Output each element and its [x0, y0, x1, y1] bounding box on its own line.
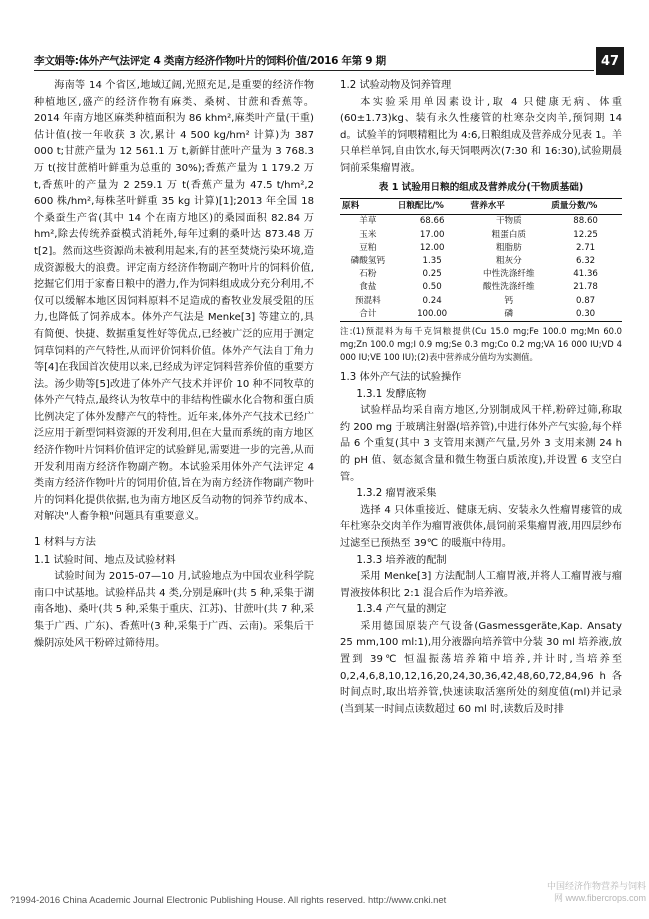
table-cell: 粗蛋白质 — [491, 229, 527, 240]
table-cell: 12.25 — [573, 229, 598, 240]
subsubsection-heading: 1.3.4 产气量的测定 — [356, 604, 447, 616]
table-cell: 磷酸氢钙 — [350, 255, 386, 266]
table-cell: 2.71 — [576, 242, 596, 253]
body-paragraph: 试验时间为 2015-07—10 月,试验地点为中国农业科学院南口中试基地。试验样品共 4 类,分别是麻叶(共 5 种,采集于湖南各地)、桑叶(共 5 种,采集于重庆、江苏)、甘蔗叶(共 7 种,采集于广西、广东)、香蕉叶(3 种,采集于广西、云南)。采集后干燥阴凉处风干粉碎过筛待用。 — [34, 571, 315, 649]
body-paragraph: 试验样品均采自南方地区,分别制成风干样,粉碎过筛,称取约 200 mg 于玻璃注射器(培养管),中进行体外产气实验,每个样品 6 个重复(其中 3 支管用来测产气量,另外 3 支用来测 24 h 的 pH 值、氨态氮含量和微生物蛋白质浓度),并设置 6 支空白管。 — [340, 405, 622, 483]
table-cell: 食盐 — [359, 282, 377, 293]
table-cell: 干物质 — [495, 216, 522, 227]
body-paragraph: 本实验采用单因素设计,取 4 只健康无病、体重(60±1.73)kg、装有永久性瘘管的杜寒杂交肉羊,预饲期 14 d。试验羊的饲喂精粗比为 4:6,日粮组成及营养成分见表 1。羊只单栏单饲,自由饮水,每天饲喂两次(7:30 和 16:30),试验期晨饲前采集瘤胃液。 — [340, 96, 622, 174]
table-cell: 1.35 — [422, 255, 442, 266]
body-paragraph: 采用德国原装产气设备(Gasmessgeräte,Kap. Ansaty 25 mm,100 ml:1),用分液器向培养管中分装 30 ml 培养液,放置到 39℃ 恒温振荡培养箱中培养,并计时,当培养至 0,2,4,6,8,10,12,16,20,24,30,36,42,48,60,72,84,96 h 各时间点时,取出培养管,快速读取活塞所处的刻度值(ml)并记录(当到某一时间点读数超过 60 ml 时,读数后及时排 — [340, 620, 622, 715]
header-rule — [34, 70, 594, 71]
table-cell: 粗脂肪 — [495, 242, 522, 253]
table-header-row — [340, 199, 622, 215]
table-row — [340, 255, 622, 268]
section-heading: 1 材料与方法 — [34, 536, 96, 549]
table-cell: 68.66 — [419, 216, 445, 227]
table-cell: 6.32 — [576, 255, 596, 266]
table-cell: 0.50 — [422, 282, 442, 293]
body-paragraph: 选择 4 只体重接近、健康无病、安装永久性瘤胃瘘管的成年杜寒杂交肉羊作为瘤胃液供体,晨饲前采集瘤胃液,用四层纱布过滤至已预热至 39℃ 的暖瓶中待用。 — [340, 504, 622, 549]
table-cell: 41.36 — [573, 269, 598, 280]
table-cell: 钙 — [504, 295, 514, 306]
table-cell: 88.60 — [573, 216, 598, 227]
copyright-footer: ?1994-2016 China Academic Journal Electronic Publishing House. All rights reserved. http://www.cnki.net — [10, 894, 447, 905]
table-row — [340, 215, 622, 229]
table-cell: 0.87 — [576, 295, 596, 306]
table-row — [340, 229, 622, 242]
table-cell: 100.00 — [396, 308, 469, 322]
table-title: 表 1 试验用日粮的组成及营养成分(干物质基础) — [378, 181, 584, 193]
table-cell: 磷 — [469, 308, 550, 322]
table-header-cell: 营养水平 — [469, 199, 550, 215]
left-column — [34, 78, 314, 652]
table-note: 注:(1)预混料为每千克饲粮提供(Cu 15.0 mg;Fe 100.0 mg;Mn 60.0 mg;Zn 100.0 mg;I 0.9 mg;Se 0.3 mg;Co 0.2 mg;VA 16 000 IU;VD 4 000 IU;VE 100 IU);(2)表中营养成分值均为实测值。 — [340, 325, 622, 362]
subsubsection-heading: 1.3.2 瘤胃液采集 — [356, 488, 437, 500]
table-cell: 豆粕 — [359, 242, 377, 253]
subsection-heading: 1.2 试验动物及饲养管理 — [340, 80, 452, 91]
table-cell: 石粉 — [359, 269, 377, 280]
running-header: 李文娟等:体外产气法评定 4 类南方经济作物叶片的饲料价值/2016 年第 9 期 — [34, 55, 386, 67]
site-watermark: 中国经济作物营养与饲料网 www.fibercrops.com — [546, 881, 646, 903]
table-cell: 粗灰分 — [495, 255, 522, 266]
table-cell: 玉米 — [359, 229, 377, 240]
page-number-badge: 47 — [596, 47, 624, 75]
body-paragraph: 采用 Menke[3] 方法配制人工瘤胃液,并将人工瘤胃液与瘤胃液按体积比 2:1 混合后作为培养液。 — [340, 571, 622, 599]
right-column — [340, 78, 622, 718]
table-row — [340, 295, 622, 308]
table-row — [340, 308, 622, 322]
table-cell: 羊草 — [359, 216, 377, 227]
subsection-heading: 1.1 试验时间、地点及试验材料 — [34, 554, 176, 566]
table-cell: 21.78 — [573, 282, 598, 293]
table-cell: 0.25 — [422, 269, 442, 280]
body-paragraph: 海南等 14 个省区,地域辽阔,光照充足,是重要的经济作物种植地区,盛产的经济作物有麻类、桑树、甘蔗和香蕉等。2014 年南方地区麻类种植面积为 86 khm²,麻类叶产量(干重)估计值(按一年收获 3 次,累计 4 500 kg/hm² 计算)为 387 000 t;甘蔗产量为 12 561.1 万 t,新鲜甘蔗叶产量为 3 768.3 万 t(按甘蔗梢叶鲜重为总重的 30%);香蕉产量为 1 179.2 万 t,香蕉叶的产量为 2 259.1 万 t(香蕉产量为 47.5 t/hm²,2 600 株/hm²,每株茎叶鲜重 35 kg 计算)[1];2013 年全国 18 个桑蚕生产省(其中 14 个在南方地区)的桑园面积 82.84 万 hm²,除去传统养蚕模式消耗外,每年过剩的桑叶达 873.48 万 t[2]。然而这些资源尚未被利用起来,有的甚至焚烧污染环境,造成资源极大的浪费。评定南方经济作物副产物叶片的饲料价值,挖掘它们用于家畜日粮中的潜力,作为饲料组成成分充分利用,不仅可以缓解本地区因饲料原料不足造成的畜牧业发展受阻的压力,也降低了饲养成本。体外产气法是 Menke[3] 等建立的,具有简便、快捷、数据重复性好等优点,已经被广泛的应用于测定饲草饲料的产气特性,从而评价饲料价值。体外产气法自丁角力等[4]在我国首次使用以来,已经成为评定饲料营养价值的重要方法。汤少勋等[5]改进了体外产气技术并评价 10 种不同牧草的体外产气特点,最终认为牧草中的非结构性碳水化合物和蛋白质比例决定了体外发酵产气的特性。近年来,体外产气技术已经广泛应用于新型饲料资源的开发利用,但在大量而系统的南方地区经济作物叶片饲料价值评定的试验鲜见,需要进一步的完善,从而开发利用南方经济作物副产物。本试验采用体外产气法评定 4 类南方经济作物叶片的饲用价值,旨在为南方经济作物副产物叶片的饲料化提供依据,也为南方地区反刍动物的饲养节约成本、对解决"人畜争粮"问题具有重要意义。 — [34, 80, 314, 523]
table-row — [340, 281, 622, 294]
table-cell: 中性洗涤纤维 — [483, 269, 535, 280]
table-cell: 酸性洗涤纤维 — [483, 282, 535, 293]
table-cell: 预混料 — [354, 295, 381, 306]
table-header-cell: 原料 — [340, 199, 396, 215]
table-cell: 合计 — [340, 308, 396, 322]
diet-composition-table — [340, 198, 622, 322]
table-row — [340, 242, 622, 255]
subsection-heading: 1.3 体外产气法的试验操作 — [340, 371, 462, 383]
subsubsection-heading: 1.3.3 培养液的配制 — [356, 554, 447, 566]
table-header-cell: 质量分数/% — [549, 199, 622, 215]
table-cell: 12.00 — [419, 242, 445, 253]
subsubsection-heading: 1.3.1 发酵底物 — [356, 388, 427, 400]
table-cell: 17.00 — [419, 229, 445, 240]
table-cell: 0.30 — [549, 308, 622, 322]
table-header-cell: 日粮配比/% — [396, 199, 469, 215]
table-cell: 0.24 — [422, 295, 442, 306]
table-row — [340, 268, 622, 281]
diet-table-block — [340, 180, 622, 364]
